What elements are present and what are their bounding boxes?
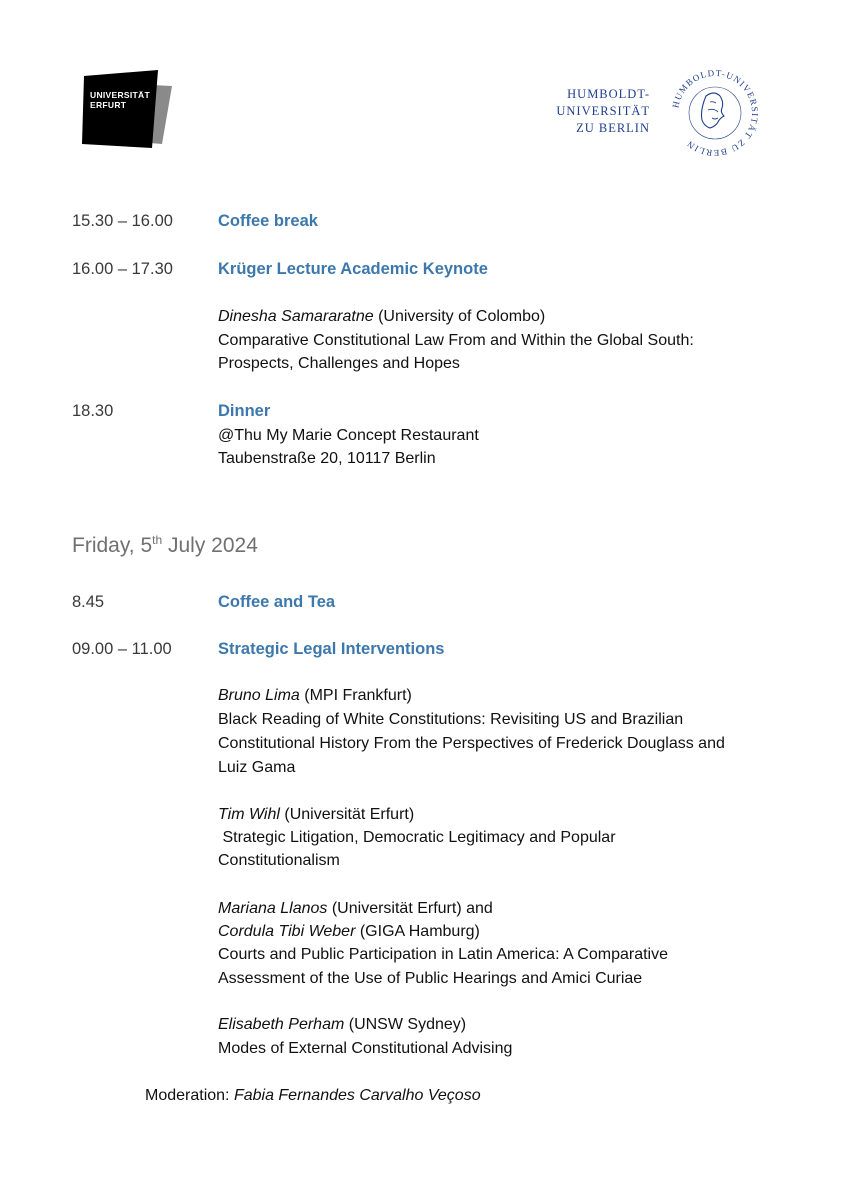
time-coffee-break: 15.30 – 16.00 — [72, 212, 173, 230]
speaker-affiliation: (MPI Frankfurt) — [299, 687, 412, 704]
speaker-affiliation: (GIGA Hamburg) — [355, 923, 480, 940]
session-strategic: Strategic Legal Interventions — [218, 640, 445, 658]
speaker-name: Bruno Lima — [218, 687, 300, 704]
talk1-title-line1: Black Reading of White Constitutions: Revisiting US and Brazilian — [218, 711, 684, 728]
erfurt-logo-line2: ERFURT — [90, 100, 127, 110]
speaker-name: Tim Wihl — [218, 806, 280, 823]
session-dinner: Dinner — [218, 402, 271, 420]
dinner-address: Taubenstraße 20, 10117 Berlin — [218, 450, 436, 467]
keynote-talk-line1: Comparative Constitutional Law From and Within the Global South: — [218, 332, 694, 349]
session-coffee-tea: Coffee and Tea — [218, 593, 336, 611]
time-strategic: 09.00 – 11.00 — [72, 640, 172, 658]
erfurt-logo-line1: UNIVERSITÄT — [90, 90, 150, 100]
session-coffee-break: Coffee break — [218, 212, 318, 230]
keynote-talk-line2: Prospects, Challenges and Hopes — [218, 355, 460, 372]
talk1-speaker — [218, 687, 412, 705]
speaker-affiliation: (Universität Erfurt) — [279, 806, 415, 823]
time-keynote: 16.00 – 17.30 — [72, 260, 173, 278]
talk3-speaker1 — [218, 900, 493, 918]
talk2-title-line1: Strategic Litigation, Democratic Legitimacy and Popular — [218, 829, 616, 846]
humboldt-wordmark — [538, 86, 650, 137]
seal-text: HUMBOLDT-UNIVERSITÄT ZU BERLIN — [670, 67, 761, 159]
moderation-label: Moderation: — [145, 1087, 234, 1104]
erfurt-logo — [82, 70, 174, 150]
erfurt-logo-mark-icon — [82, 70, 174, 150]
keynote-speaker — [218, 308, 545, 326]
talk4-speaker — [218, 1016, 466, 1034]
talk3-title-line2: Assessment of the Use of Public Hearings and Amici Curiae — [218, 970, 643, 987]
speaker-name: Cordula Tibi Weber — [218, 923, 356, 940]
speaker-name: Elisabeth Perham — [218, 1016, 345, 1033]
day-heading — [72, 533, 258, 558]
speaker-affiliation: (University of Colombo) — [373, 308, 546, 325]
speaker-name: Dinesha Samararatne — [218, 308, 374, 325]
talk2-speaker — [218, 806, 414, 824]
humboldt-seal-icon — [668, 66, 762, 160]
talk1-title-line2: Constitutional History From the Perspectives of Frederick Douglass and — [218, 735, 725, 752]
svg-text:HUMBOLDT-UNIVERSITÄT ZU BERLIN — [670, 68, 760, 158]
speaker-name: Mariana Llanos — [218, 900, 328, 917]
day-heading-sup: th — [152, 533, 163, 547]
dinner-venue: @Thu My Marie Concept Restaurant — [218, 427, 479, 444]
humboldt-line2: UNIVERSITÄT — [556, 104, 650, 118]
session-keynote: Krüger Lecture Academic Keynote — [218, 260, 488, 278]
talk1-title-line3: Luiz Gama — [218, 759, 296, 776]
time-dinner: 18.30 — [72, 402, 114, 420]
humboldt-seal — [668, 66, 762, 160]
moderation — [145, 1087, 481, 1105]
talk2-title-line2: Constitutionalism — [218, 852, 340, 869]
talk4-title-line1: Modes of External Constitutional Advising — [218, 1040, 513, 1057]
day-heading-main: Friday, 5 — [72, 534, 153, 557]
humboldt-line1: HUMBOLDT- — [567, 87, 650, 101]
humboldt-line3: ZU BERLIN — [576, 121, 650, 135]
day-heading-rest: July 2024 — [162, 534, 258, 557]
speaker-affiliation: (UNSW Sydney) — [344, 1016, 467, 1033]
speaker-affiliation: (Universität Erfurt) and — [327, 900, 493, 917]
moderator-name: Fabia Fernandes Carvalho Veçoso — [233, 1087, 481, 1104]
time-coffee-tea: 8.45 — [72, 593, 105, 611]
talk3-title-line1: Courts and Public Participation in Latin America: A Comparative — [218, 946, 669, 963]
talk3-speaker2 — [218, 923, 480, 941]
